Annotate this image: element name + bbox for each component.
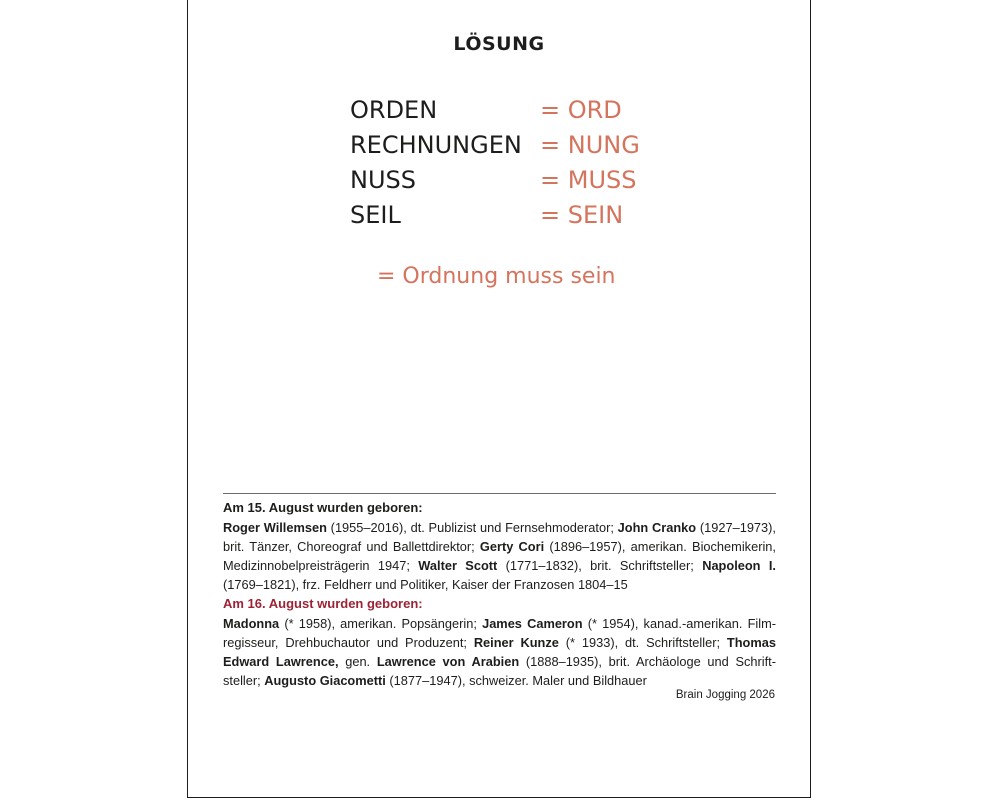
person-description: (1927–1973), brit. Tänzer, Choreograf und Ballettdirektor; (223, 520, 776, 554)
person-description: (1771–1832), brit. Schriftsteller; (497, 558, 703, 573)
equation-right (540, 131, 640, 159)
equals-sign: = (540, 166, 561, 194)
equation-right (540, 96, 622, 124)
equals-sign: = (540, 131, 561, 159)
equation-result: MUSS (560, 166, 637, 194)
person-description: gen. (338, 654, 377, 669)
equation-right (540, 201, 623, 229)
equals-sign: = (540, 96, 561, 124)
section1-text (223, 518, 776, 594)
equation-left: ORDEN (350, 96, 438, 124)
equation-left: RECHNUNGEN (350, 131, 522, 159)
person-name: Augusto Giacometti (264, 673, 386, 688)
section2-heading: Am 16. August wurden geboren: (223, 596, 423, 611)
equation-result: NUNG (560, 131, 640, 159)
section1-heading: Am 15. August wurden geboren: (223, 500, 423, 515)
person-description: (1769–1821), frz. Feldherr und Politiker, Kaiser der Franzosen 1804–15 (223, 577, 628, 592)
person-description: (1877–1947), schweizer. Maler und Bildhauer (385, 673, 647, 688)
person-description: (* 1954), kanad.-amerikan. Filmregisseur, Drehbuchautor und Produzent; (223, 616, 777, 650)
page-title: LÖSUNG (453, 33, 545, 55)
person-name: Napoleon I. (702, 558, 776, 573)
equation-row (188, 166, 810, 198)
person-name: Reiner Kunze (473, 635, 559, 650)
equation-result: ORD (560, 96, 622, 124)
person-name: Lawrence von Arabien (376, 654, 520, 669)
equation-row (188, 201, 810, 233)
equation-row (188, 96, 810, 128)
section2-text (223, 614, 776, 690)
person-name: Roger Willemsen (223, 520, 327, 535)
equation-right (540, 166, 636, 194)
footer: Brain Jogging 2026 (675, 689, 775, 701)
person-description: (* 1958), amerikan. Popsängerin; (279, 616, 483, 631)
person-name: John Cranko (617, 520, 697, 535)
person-name: Madonna (223, 616, 280, 631)
person-name: Walter Scott (418, 558, 498, 573)
conclusion: = Ordnung muss sein (377, 264, 616, 289)
person-description: (1955–2016), dt. Publizist und Fernsehmoderator; (326, 520, 618, 535)
equation-left: NUSS (350, 166, 416, 194)
person-description: (1896–1957), amerikan. Biochemikerin, Medizinnobelpreisträgerin 1947; (223, 539, 776, 573)
page (187, 0, 811, 798)
divider (223, 493, 776, 494)
person-name: Thomas Edward Lawrence, (223, 635, 776, 669)
equation-row (188, 131, 810, 163)
person-name: Gerty Cori (479, 539, 545, 554)
equation-result: SEIN (560, 201, 624, 229)
person-name: James Cameron (482, 616, 583, 631)
equation-left: SEIL (350, 201, 401, 229)
equals-sign: = (540, 201, 561, 229)
person-description: (1888–1935), brit. Archäologe und Schriftsteller; (223, 654, 776, 688)
person-description: (* 1933), dt. Schriftsteller; (558, 635, 727, 650)
